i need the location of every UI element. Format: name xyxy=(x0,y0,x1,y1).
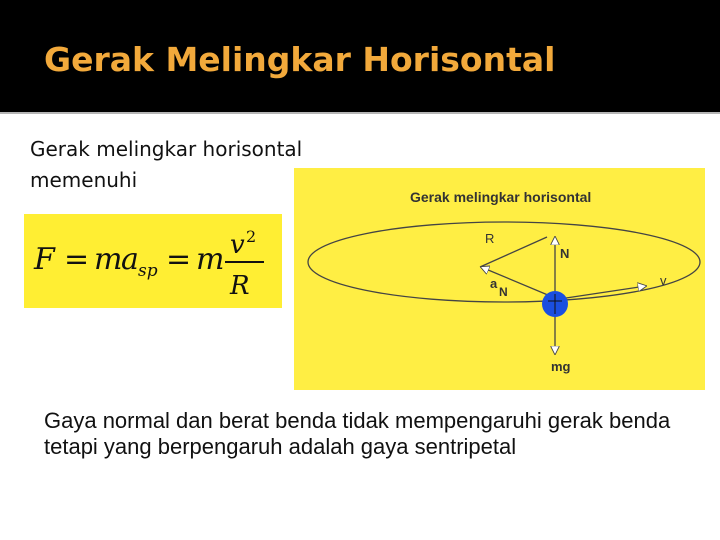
formula-rhs-m: m xyxy=(196,242,225,277)
formula-mid-m: m xyxy=(94,242,123,277)
title-bar xyxy=(0,0,720,112)
label-acceleration: a xyxy=(490,276,498,291)
formula-subscript: sp xyxy=(138,261,158,281)
label-normal-force: N xyxy=(560,246,570,261)
formula-equals-1: = xyxy=(64,242,90,277)
formula-equals-2: = xyxy=(166,242,192,277)
formula-lhs: F xyxy=(34,242,55,277)
circular-motion-diagram xyxy=(294,168,705,390)
formula-denominator: R xyxy=(230,271,250,301)
label-velocity: v xyxy=(660,273,667,288)
formula-box xyxy=(24,214,282,308)
intro-line-1: Gerak melingkar horisontal xyxy=(30,137,303,161)
title-divider xyxy=(0,112,720,114)
label-radius: R xyxy=(485,231,495,246)
formula-mid-a: a xyxy=(121,242,139,277)
diagram-svg xyxy=(294,168,705,390)
slide-title: Gerak Melingkar Horisontal xyxy=(44,40,556,79)
diagram-title: Gerak melingkar horisontal xyxy=(410,189,592,205)
formula-numerator-v: v xyxy=(230,230,245,260)
formula xyxy=(24,214,282,308)
label-weight: mg xyxy=(551,359,571,374)
label-acceleration-subscript: N xyxy=(499,285,508,299)
formula-exponent: 2 xyxy=(246,227,257,246)
intro-text xyxy=(30,134,302,196)
explanation-text: Gaya normal dan berat benda tidak mempengaruhi gerak benda tetapi yang berpengaruh adalah gaya sentripetal xyxy=(44,408,671,459)
intro-line-2: memenuhi xyxy=(30,168,138,192)
